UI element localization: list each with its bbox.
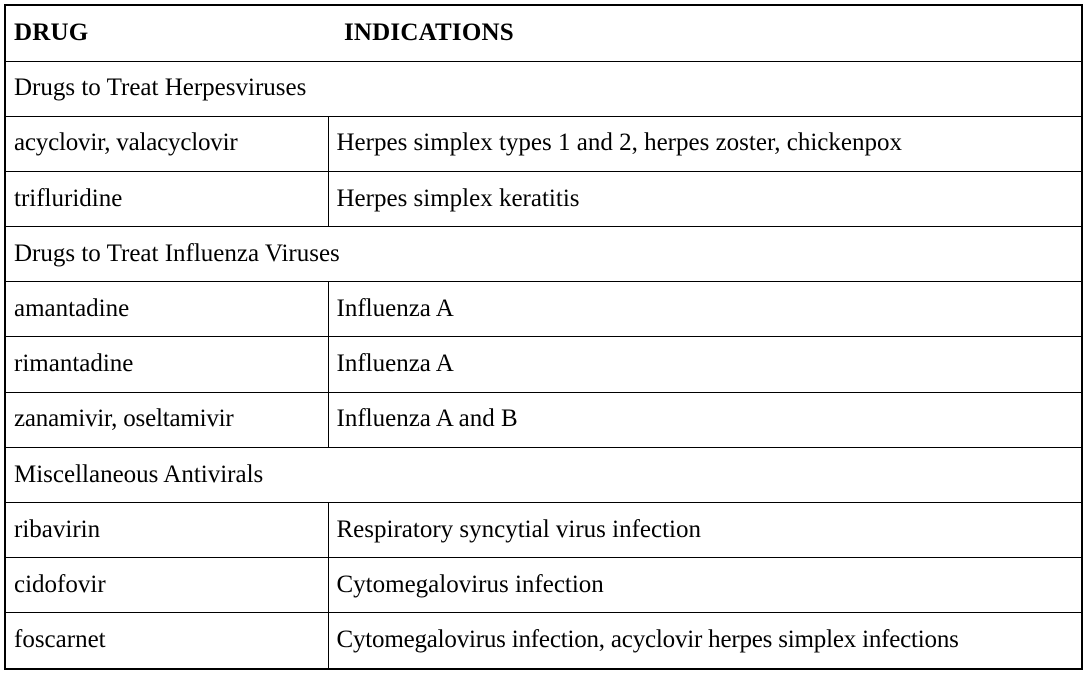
drug-name: rimantadine (5, 337, 328, 392)
drug-name: acyclovir, valacyclovir (5, 116, 328, 171)
table-row (5, 613, 1082, 669)
drug-indication: Cytomegalovirus infection (328, 558, 1082, 613)
table-row (5, 558, 1082, 613)
table-row (5, 116, 1082, 171)
section-header-row (5, 61, 1082, 116)
drug-indication: Herpes simplex keratitis (328, 171, 1082, 226)
column-header-indications (328, 5, 1082, 61)
section-title-influenza: Drugs to Treat Influenza Viruses (5, 227, 1082, 282)
drug-indication: Influenza A (328, 282, 1082, 337)
section-title-herpesviruses: Drugs to Treat Herpesviruses (5, 61, 1082, 116)
table-row (5, 502, 1082, 557)
table-row (5, 282, 1082, 337)
section-title-miscellaneous: Miscellaneous Antivirals (5, 447, 1082, 502)
drug-name: ribavirin (5, 502, 328, 557)
drug-indication: Herpes simplex types 1 and 2, herpes zoster, chickenpox (328, 116, 1082, 171)
drug-name: zanamivir, oseltamivir (5, 392, 328, 447)
drug-name: amantadine (5, 282, 328, 337)
drug-indication: Cytomegalovirus infection, acyclovir herpes simplex infections (328, 613, 1082, 669)
drug-name: cidofovir (5, 558, 328, 613)
drug-indication: Influenza A (328, 337, 1082, 392)
section-header-row (5, 227, 1082, 282)
table-row (5, 171, 1082, 226)
table-header-row (5, 5, 1082, 61)
table-row (5, 337, 1082, 392)
drug-indication: Influenza A and B (328, 392, 1082, 447)
antiviral-drug-table (4, 4, 1083, 670)
column-header-indications-label: INDICATIONS (344, 18, 514, 46)
drug-name: trifluridine (5, 171, 328, 226)
drug-name: foscarnet (5, 613, 328, 669)
drug-indication: Respiratory syncytial virus infection (328, 502, 1082, 557)
table-row (5, 392, 1082, 447)
section-header-row (5, 447, 1082, 502)
column-header-drug: DRUG (5, 5, 328, 61)
